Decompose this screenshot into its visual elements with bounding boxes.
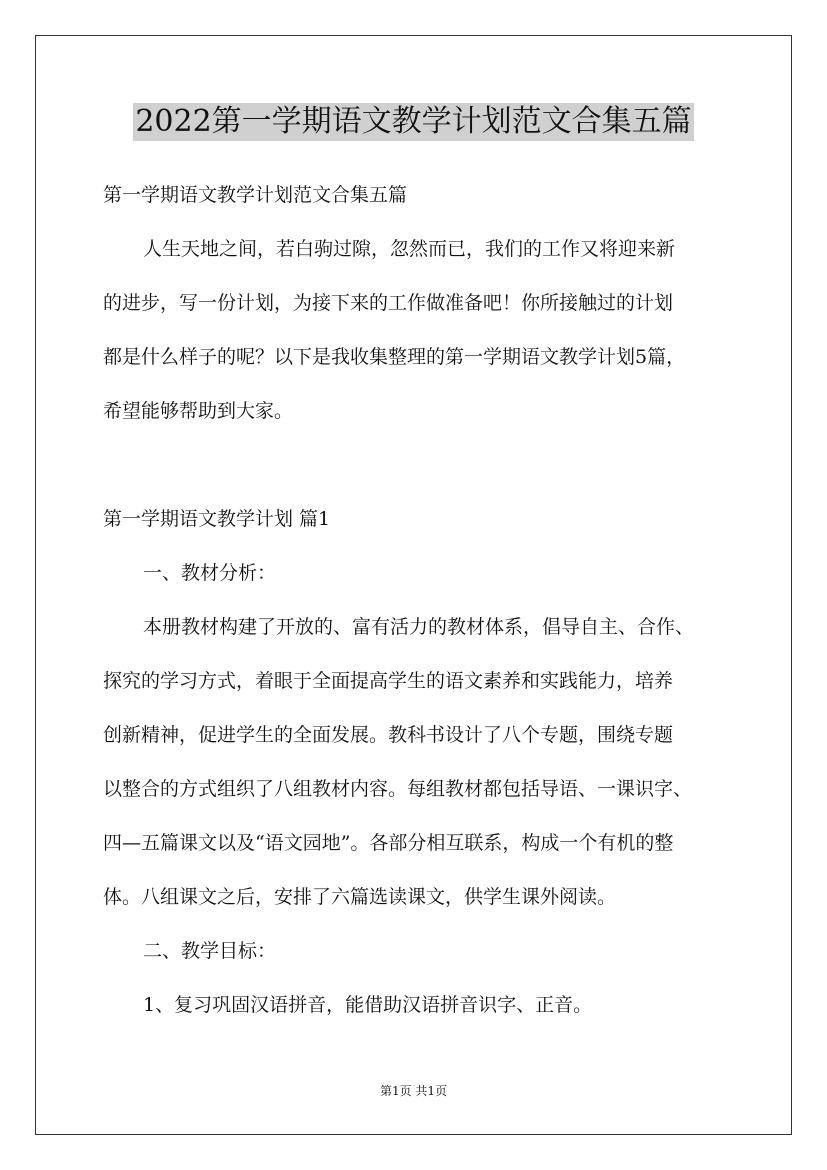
intro-line: 希望能够帮助到大家。: [103, 400, 294, 422]
part1-heading: 一、教材分析：: [143, 562, 277, 584]
document-subtitle: 第一学期语文教学计划范文合集五篇: [103, 184, 408, 206]
intro-line: 都是什么样子的呢？以下是我收集整理的第一学期语文教学计划5篇，: [103, 346, 686, 368]
part2-item: 1、复习巩固汉语拼音，能借助汉语拼音识字、正音。: [143, 994, 593, 1016]
part1-body-line: 创新精神，促进学生的全面发展。教科书设计了八个专题，围绕专题: [103, 724, 674, 746]
part2-heading: 二、教学目标：: [143, 940, 277, 962]
part1-body-line: 以整合的方式组织了八组教材内容。每组教材都包括导语、一课识字、: [103, 778, 693, 800]
part1-body-line: 四—五篇课文以及“语文园地”。各部分相互联系，构成一个有机的整: [103, 832, 674, 854]
title-container: [0, 103, 827, 141]
page-number: 第1页 共1页: [379, 1084, 448, 1098]
section-heading: 第一学期语文教学计划 篇1: [103, 508, 331, 530]
document-title: 2022第一学期语文教学计划范文合集五篇: [135, 104, 692, 139]
part1-body-line: 探究的学习方式，着眼于全面提高学生的语文素养和实践能力，培养: [103, 670, 674, 692]
part1-body-line: 体。八组课文之后，安排了六篇选读课文，供学生课外阅读。: [103, 886, 617, 908]
intro-line: 的进步，写一份计划，为接下来的工作做准备吧！你所接触过的计划: [103, 292, 674, 314]
part1-body-line: 本册教材构建了开放的、富有活力的教材体系，倡导自主、合作、: [143, 616, 695, 638]
intro-line: 人生天地之间，若白驹过隙，忽然而已，我们的工作又将迎来新: [143, 238, 676, 260]
